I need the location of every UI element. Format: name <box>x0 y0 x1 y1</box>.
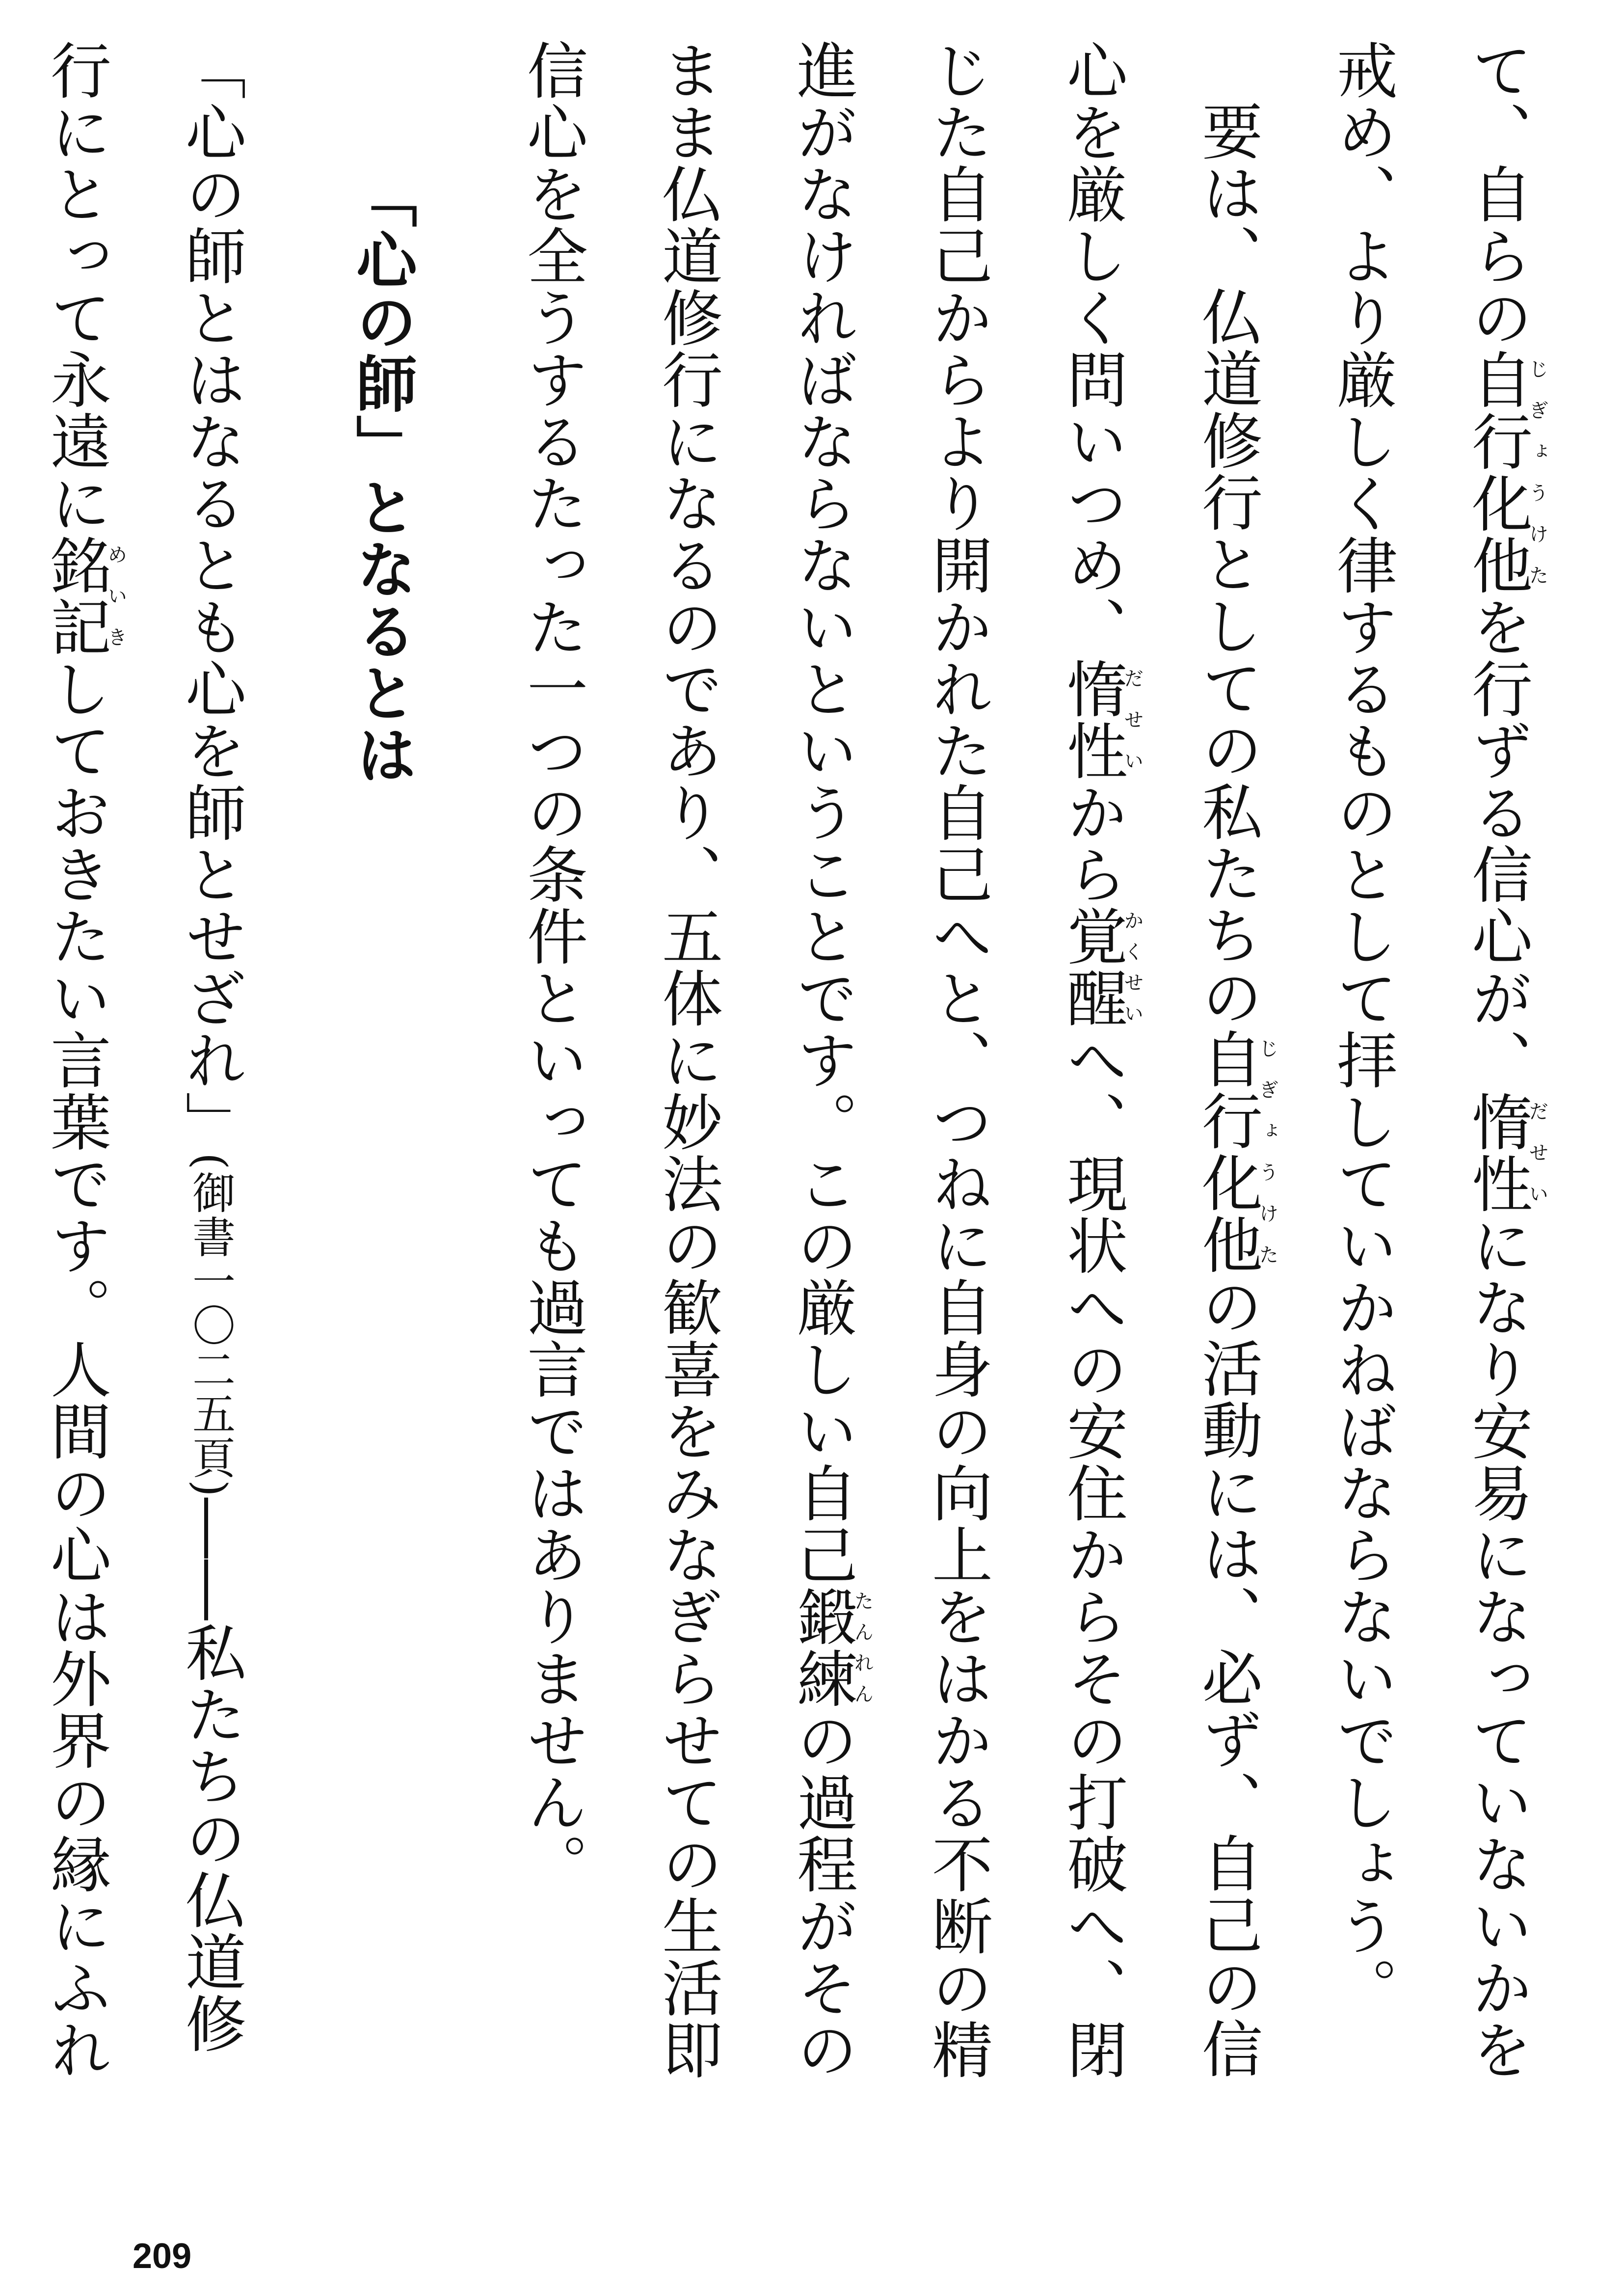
ruby-base: 練 <box>787 1648 857 1709</box>
paragraph-1 <box>1294 39 1564 2111</box>
ruby-reading: だせい <box>1526 1091 1548 1215</box>
ruby-base: 自行化他 <box>1192 1028 1262 1275</box>
page-number: 209 <box>133 2237 192 2276</box>
ruby-word <box>1057 905 1144 1029</box>
ruby-word <box>40 534 127 658</box>
ruby-base: 銘記 <box>40 534 111 658</box>
text-segment: を行ずる信心が、 <box>1462 596 1532 1091</box>
ruby-word <box>787 1586 874 1648</box>
ruby-reading: めいき <box>105 534 127 658</box>
ruby-word <box>1462 349 1548 596</box>
ruby-reading: じぎょうけた <box>1526 349 1548 596</box>
section-heading: 「心の師」となるとは <box>346 167 417 785</box>
paragraph-3 <box>0 39 278 2111</box>
ruby-reading: だせい <box>1121 658 1144 782</box>
ruby-word <box>1192 1028 1278 1275</box>
text-segment: の活動には、必ず、自己の信心を厳しく問いつめ、 <box>1057 39 1262 2080</box>
text-segment: 要は、仏道修行としての私たちの <box>1192 100 1262 1028</box>
ruby-base: 覚醒 <box>1057 905 1127 1029</box>
ruby-word <box>1462 1091 1548 1215</box>
ruby-reading: かくせい <box>1121 905 1144 1029</box>
paragraph-2 <box>484 39 1294 2111</box>
text-segment: から <box>1057 782 1127 905</box>
text-segment: になり安易になっていないかを戒め、より厳しく律するものとして拝していかねばならないでしょう。 <box>1327 39 1532 2080</box>
ruby-base: 惰性 <box>1057 658 1127 782</box>
citation: (御書一〇二五頁) <box>186 1153 236 1498</box>
ruby-word <box>1057 658 1144 782</box>
ruby-reading: じぎょうけた <box>1256 1028 1278 1275</box>
text-segment: へ、現状への安住からその打破へ、閉じた自己からより開かれた自己へと、つねに自身の向上をはかる不断の精進がなければならないということです。この厳しい自己 <box>787 39 1127 2080</box>
vertical-body-text <box>40 39 1564 2111</box>
ruby-reading: れん <box>851 1648 874 1709</box>
text-segment: 「心の師とはなるとも心を師とせざれ」 <box>175 39 246 1153</box>
text-segment: ――私たちの仏道修行にとって永遠に <box>40 39 246 2054</box>
text-segment: しておきたい言葉です。人間の心は外界の縁にふれ <box>40 658 111 2080</box>
ruby-base: 鍛 <box>787 1586 857 1648</box>
text-segment: の過程がそのまま仏道修行になるのであり、五体に妙法の歓喜をみなぎらせての生活即信心を全うするたった一つの条件といっても過言ではありません。 <box>517 39 857 2080</box>
ruby-reading: たん <box>851 1586 874 1648</box>
ruby-base: 自行化他 <box>1462 349 1532 596</box>
text-segment: て、自らの <box>1462 39 1532 349</box>
ruby-word <box>787 1648 874 1709</box>
ruby-base: 惰性 <box>1462 1091 1532 1215</box>
